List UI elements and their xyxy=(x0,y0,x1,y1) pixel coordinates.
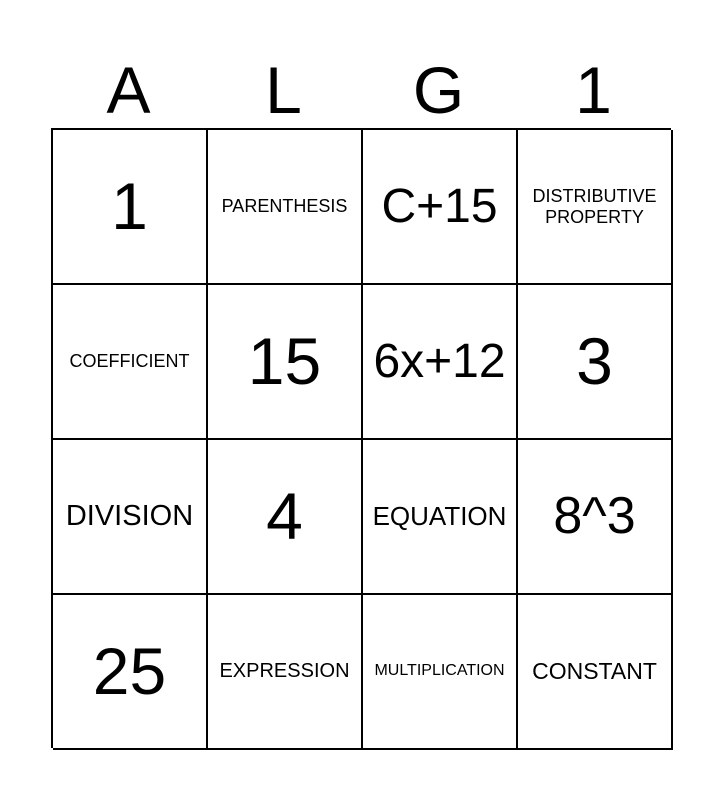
cell-label: DISTRIBUTIVE PROPERTY xyxy=(532,185,657,227)
cell-label: MULTIPLICATION xyxy=(374,662,505,680)
cell-label: 8^3 xyxy=(553,486,636,545)
bingo-cell-r2c1[interactable] xyxy=(53,285,208,440)
bingo-cell-r1c2[interactable] xyxy=(208,130,363,285)
bingo-cell-r4c2[interactable] xyxy=(208,595,363,750)
cell-label: EXPRESSION xyxy=(219,660,350,682)
bingo-cell-r1c1[interactable] xyxy=(53,130,208,285)
bingo-cell-r2c2[interactable] xyxy=(208,285,363,440)
bingo-header xyxy=(51,52,671,128)
cell-label: EQUATION xyxy=(372,500,507,531)
header-letter-g: G xyxy=(412,53,465,127)
bingo-cell-r3c4[interactable] xyxy=(518,440,673,595)
bingo-cell-r4c4[interactable] xyxy=(518,595,673,750)
bingo-cell-r3c1[interactable] xyxy=(53,440,208,595)
bingo-cell-r2c4[interactable] xyxy=(518,285,673,440)
cell-label: CONSTANT xyxy=(532,658,657,685)
cell-label: C+15 xyxy=(381,179,498,233)
bingo-cell-r1c3[interactable] xyxy=(363,130,518,285)
bingo-cell-r4c1[interactable] xyxy=(53,595,208,750)
cell-label: DIVISION xyxy=(65,499,194,532)
bingo-cell-r2c3[interactable] xyxy=(363,285,518,440)
bingo-cell-r3c3[interactable] xyxy=(363,440,518,595)
header-letter-l: L xyxy=(265,53,302,127)
cell-label: 15 xyxy=(247,323,322,398)
cell-label: COEFFICIENT xyxy=(69,351,190,372)
cell-label: 25 xyxy=(92,633,167,708)
header-letter-1: 1 xyxy=(575,53,612,127)
header-letter-a: A xyxy=(106,53,151,127)
cell-label: 6x+12 xyxy=(373,334,506,388)
bingo-board xyxy=(51,128,671,748)
cell-label: PARENTHESIS xyxy=(221,196,348,217)
cell-label: 1 xyxy=(111,168,148,243)
bingo-cell-r4c3[interactable] xyxy=(363,595,518,750)
bingo-cell-r1c4[interactable] xyxy=(518,130,673,285)
cell-label: 4 xyxy=(266,478,303,553)
cell-label: 3 xyxy=(576,323,613,398)
bingo-cell-r3c2[interactable] xyxy=(208,440,363,595)
